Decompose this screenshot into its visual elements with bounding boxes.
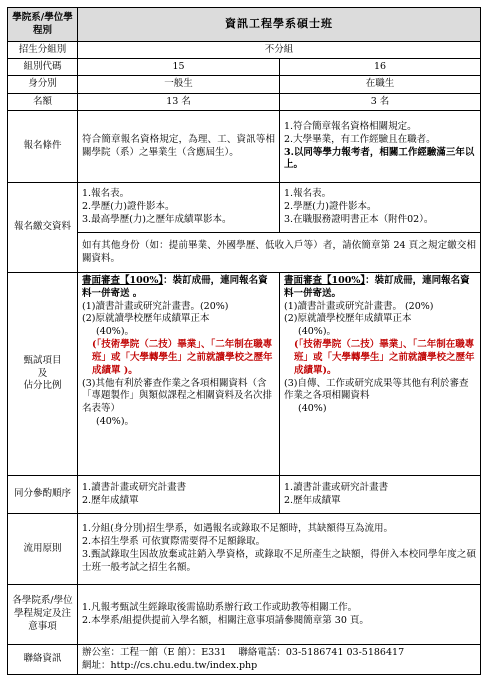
exam-label — [8, 273, 78, 476]
identity-label: 身分別 — [8, 76, 78, 94]
exam-b-1: (1)讀書計畫或研究計畫書。 (20%) — [284, 300, 434, 312]
identity-a: 一般生 — [78, 76, 280, 94]
documents-b-2: 2.學歷(力)證件影本。 — [284, 201, 377, 213]
documents-a-2: 2.學歷(力)證件影本。 — [82, 201, 175, 213]
group-row — [8, 42, 481, 59]
conditions-b — [280, 111, 481, 183]
transfer-1: 1.分組(身分別)招生學系，如遇報名或錄取不足額時，其缺額得互為流用。 — [82, 523, 393, 535]
exam-label-2: 及 — [37, 367, 48, 379]
exam-a-red: (「技術學院（二技）畢業」、「二年制在職專班」或「大學轉學生」之前就讀學校之歷年成績單 )。 — [92, 339, 273, 376]
contact-line-1 — [82, 647, 476, 660]
exam-a-head — [82, 275, 275, 301]
header-row — [8, 8, 481, 42]
transfer-3: 3.甄試錄取生因故放棄或註銷入學資格，或錄取不足所產生之缺額，得併入本校同學年度之碩士班一般考試之招生名額。 — [82, 549, 476, 573]
exam-a-head-title: 書面審查【100%】 — [82, 275, 164, 286]
exam-a-head-rest: ：裝訂成冊，連同報名資料一併寄送 。 — [82, 275, 268, 299]
exam-a-2: (2)原就讀學校歷年成績單正本 — [82, 313, 210, 325]
quota-label: 名額 — [8, 94, 78, 111]
sameday-a-1: 1.讀書計畫或研究計畫書 — [82, 481, 187, 493]
documents-b-1: 1.報名表。 — [284, 188, 332, 200]
group-label: 招生分組別 — [8, 42, 78, 59]
sameday-a-2: 2.歷年成績單 — [82, 494, 139, 506]
exam-a-1: (1)讀書計畫或研究計畫書。(20%) — [82, 300, 229, 312]
group-value: 不分組 — [78, 42, 481, 59]
transfer-row — [8, 514, 481, 585]
code-b: 16 — [280, 59, 481, 76]
code-label: 組別代碼 — [8, 59, 78, 76]
quota-a: 13 名 — [78, 94, 280, 111]
identity-b: 在職生 — [280, 76, 481, 94]
documents-note: 如有其他身份（如：提前畢業、外國學歷、低收入戶等）者，請依簡章第 24 頁之規定繳交相關資料。 — [78, 233, 481, 273]
documents-a-3: 3.最高學歷(力)之歷年成績單影本。 — [82, 213, 232, 225]
exam-b-head — [284, 275, 476, 301]
exam-b-red: (「技術學院（二技）畢業」、「二年制在職專班」或「大學轉學生」之前就讀學校之歷年成績單)。 — [294, 339, 475, 376]
exam-a-3: (3)其他有利於審查作業之各項相關資料（含「專題製作」與類似課程之相關資料及名次排名表等） — [82, 377, 273, 415]
exam-label-3: 佔分比例 — [23, 380, 62, 392]
conditions-label: 報名條件 — [8, 111, 78, 183]
exam-a-3-pct: (40%)。 — [96, 415, 135, 427]
contact-label: 聯絡資訊 — [8, 645, 78, 675]
exam-row — [8, 273, 481, 476]
sameday-row — [8, 476, 481, 514]
contact-phone: 聯絡電話：03-5186741 03-5186417 — [238, 646, 405, 658]
quota-row — [8, 94, 481, 111]
documents-note-row — [8, 233, 481, 273]
contact-web[interactable]: 網址：http://cs.chu.edu.tw/index.php — [82, 659, 258, 671]
admission-table — [7, 7, 481, 675]
exam-b-3: (3)自傳、工作或研究成果等其他有利於審查作業之各項相關資料 — [284, 377, 469, 402]
exam-label-1: 甄試項目 — [23, 354, 62, 366]
sameday-b-2: 2.歷年成績單 — [284, 494, 341, 506]
notes-1: 1.凡報考甄試生經錄取後需協助系辦行政工作或助教等相關工作。 — [82, 601, 358, 613]
documents-row — [8, 183, 481, 233]
dept-label: 學院系/學位學程別 — [8, 8, 78, 42]
exam-b-2-pct: (40%)。 — [298, 326, 337, 338]
quota-b: 3 名 — [280, 94, 481, 111]
exam-b-3-pct: (40%) — [298, 403, 327, 415]
documents-a-1: 1.報名表。 — [82, 188, 130, 200]
notes-content — [78, 585, 481, 645]
contact-content — [78, 645, 481, 675]
conditions-row — [8, 111, 481, 183]
exam-a — [78, 273, 280, 476]
conditions-b-2: 2.大學畢業，有工作經驗且在職者。 — [284, 133, 436, 145]
transfer-2: 2.本招生學系 可依實際需要得不足額錄取。 — [82, 536, 266, 548]
sameday-b-1: 1.讀書計畫或研究計畫書 — [284, 481, 389, 493]
notes-label: 各學院系/學位學程規定及注意事項 — [8, 585, 78, 645]
documents-a — [78, 183, 280, 233]
notes-row — [8, 585, 481, 645]
code-a: 15 — [78, 59, 280, 76]
exam-b-head-rest: ：裝訂成冊，連同報名資料一併寄送。 — [284, 275, 470, 299]
exam-b-2: (2)原就讀學校歷年成績單正本 — [284, 313, 412, 325]
documents-b — [280, 183, 481, 233]
transfer-label: 流用原則 — [8, 514, 78, 585]
conditions-b-3: 3.以同等學力報考者，相關工作經驗滿三年以上。 — [284, 146, 475, 171]
sameday-b — [280, 476, 481, 514]
sameday-label: 同分參酌順序 — [8, 476, 78, 514]
contact-office: 辦公室：工程一館（E 館）：E331 — [82, 646, 227, 658]
documents-label: 報名繳交資料 — [8, 183, 78, 273]
conditions-b-1: 1.符合簡章報名資格相關規定。 — [284, 120, 417, 132]
identity-row — [8, 76, 481, 94]
documents-b-3: 3.在職服務證明書正本（附件02）。 — [284, 213, 434, 225]
transfer-content — [78, 514, 481, 585]
exam-b-head-title: 書面審查【100%】 — [284, 275, 366, 286]
sameday-a — [78, 476, 280, 514]
contact-row — [8, 645, 481, 675]
exam-a-2-pct: (40%)。 — [96, 326, 135, 338]
notes-2: 2.本學系/組提供提前入學名額，相關注意事項請參閱簡章第 30 頁。 — [82, 614, 369, 626]
code-row — [8, 59, 481, 76]
conditions-a: 符合簡章報名資格規定，為理、工、資訊等相關學院（系）之畢業生（含應屆生）。 — [78, 111, 280, 183]
exam-b — [280, 273, 481, 476]
page-title: 資訊工程學系碩士班 — [78, 8, 481, 42]
